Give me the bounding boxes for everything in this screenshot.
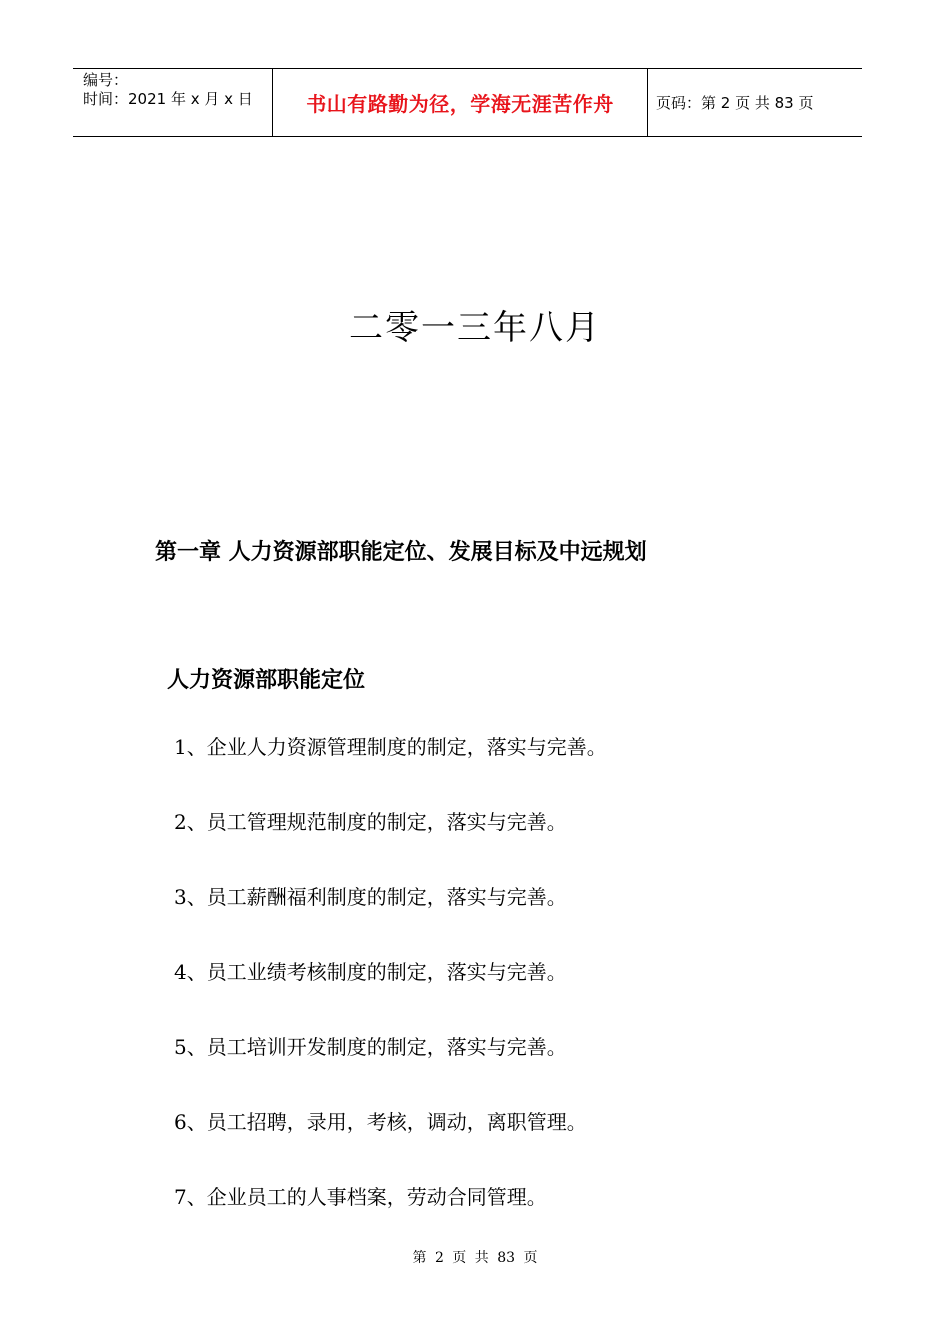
page-info: 页码：第 2 页 共 83 页 [656, 94, 814, 112]
page-footer: 第 2 页 共 83 页 [412, 1250, 538, 1266]
section-title: 人力资源部职能定位 [167, 668, 366, 693]
header-motto-cell [273, 69, 648, 136]
list-item: 2、员工管理规范制度的制定，落实与完善。 [174, 810, 567, 834]
header-page-cell [648, 69, 862, 136]
chapter-title: 第一章 人力资源部职能定位、发展目标及中远规划 [155, 540, 647, 565]
page-header [73, 68, 862, 137]
list-item: 6、员工招聘，录用，考核，调动，离职管理。 [174, 1110, 587, 1134]
list-item: 3、员工薪酬福利制度的制定，落实与完善。 [174, 885, 567, 909]
number-label: 编号： [83, 71, 129, 89]
date-title: 二零一三年八月 [349, 308, 601, 348]
list-item: 7、企业员工的人事档案，劳动合同管理。 [174, 1185, 547, 1209]
list-item: 1、企业人力资源管理制度的制定，落实与完善。 [174, 735, 607, 759]
time-label: 时间：2021 年 x 月 x 日 [83, 90, 253, 108]
motto-text: 书山有路勤为径，学海无涯苦作舟 [306, 92, 614, 116]
list-item: 5、员工培训开发制度的制定，落实与完善。 [174, 1035, 567, 1059]
header-meta-cell [73, 69, 273, 136]
list-item: 4、员工业绩考核制度的制定，落实与完善。 [174, 960, 567, 984]
